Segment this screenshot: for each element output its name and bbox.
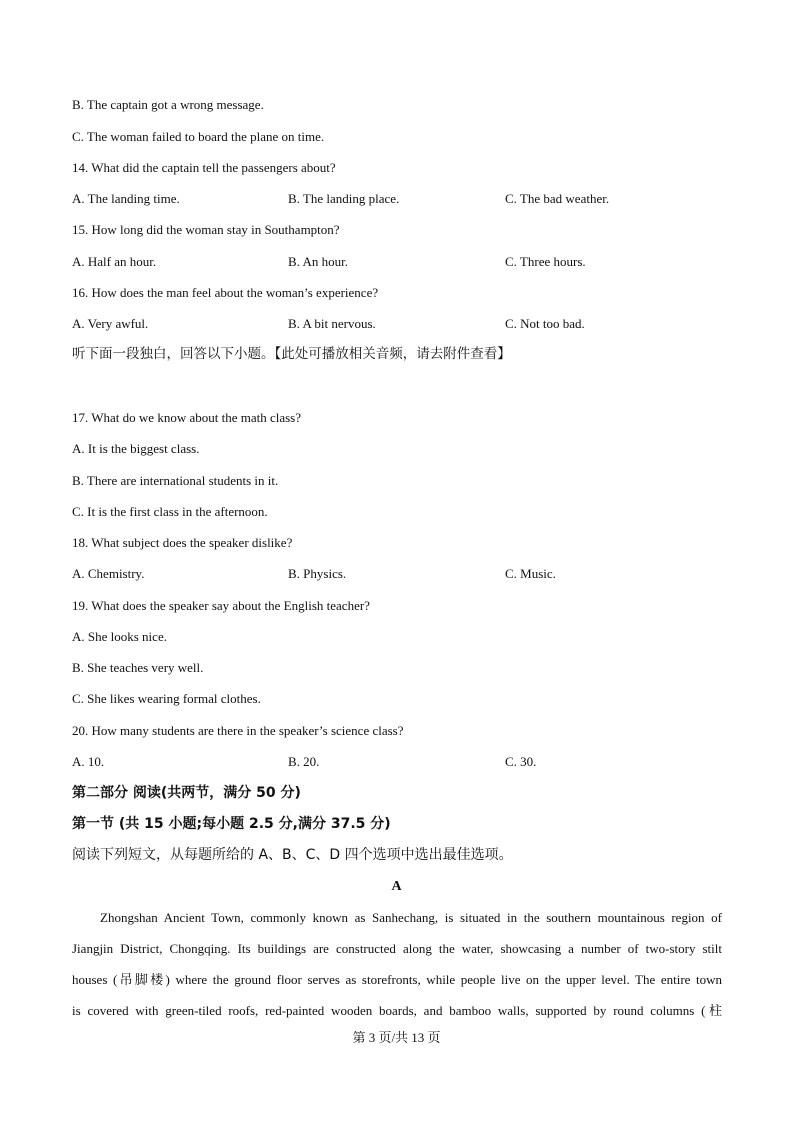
q15-question: 15. How long did the woman stay in Southampton? (72, 222, 340, 237)
q17-option-c: C. It is the first class in the afternoon. (72, 504, 268, 519)
section1-heading: 第一节 (共 15 小题;每小题 2.5 分,满分 37.5 分) (72, 816, 391, 832)
q17-option-a: A. It is the biggest class. (72, 441, 200, 456)
passage-line: Jiangjin District, Chongqing. Its buildings are constructed along the water, showcasing a number of two-story stilt (72, 941, 722, 956)
q19-option-a: A. She looks nice. (72, 629, 167, 644)
q17-question: 17. What do we know about the math class? (72, 410, 302, 425)
q16-question: 16. How does the man feel about the woman’s experience? (72, 285, 379, 300)
part2-heading: 第二部分 阅读(共两节，满分 50 分) (72, 785, 301, 801)
q16-option-c: C. Not too bad. (505, 316, 585, 331)
reading-instruction: 阅读下列短文，从每题所给的 A、B、C、D 四个选项中选出最佳选项。 (72, 847, 513, 863)
q19-option-c: C. She likes wearing formal clothes. (72, 691, 261, 706)
q14-question: 14. What did the captain tell the passengers about? (72, 160, 336, 175)
q18-option-c: C. Music. (505, 566, 556, 581)
q18-option-b: B. Physics. (288, 566, 347, 581)
q13-option-c: C. The woman failed to board the plane on time. (72, 129, 325, 144)
q20-option-b: B. 20. (288, 754, 320, 769)
q18-question: 18. What subject does the speaker dislike? (72, 535, 293, 550)
passage-line: Zhongshan Ancient Town, commonly known as Sanhechang, is situated in the southern mountainous region of (100, 910, 722, 925)
passage-label: A (391, 879, 402, 894)
q16-option-b: B. A bit nervous. (288, 316, 376, 331)
q14-option-a: A. The landing time. (72, 191, 180, 206)
q17-option-b: B. There are international students in it. (72, 473, 279, 488)
page-footer: 第 3 页/共 13 页 (352, 1030, 441, 1045)
q15-option-c: C. Three hours. (505, 254, 586, 269)
q18-option-a: A. Chemistry. (72, 566, 145, 581)
q13-option-b: B. The captain got a wrong message. (72, 97, 264, 112)
q20-question: 20. How many students are there in the speaker’s science class? (72, 723, 404, 738)
listening-instruction: 听下面一段独白，回答以下小题。【此处可播放相关音频，请去附件查看】 (72, 346, 511, 362)
q19-option-b: B. She teaches very well. (72, 660, 204, 675)
q20-option-a: A. 10. (72, 754, 105, 769)
q14-option-b: B. The landing place. (288, 191, 400, 206)
q19-question: 19. What does the speaker say about the English teacher? (72, 598, 370, 613)
q20-option-c: C. 30. (505, 754, 537, 769)
q14-option-c: C. The bad weather. (505, 191, 610, 206)
passage-line: houses (吊脚楼) where the ground floor serves as storefronts, while people live on the upper level. The entire town (72, 972, 722, 987)
q15-option-a: A. Half an hour. (72, 254, 157, 269)
passage-text (72, 902, 722, 1026)
q15-option-b: B. An hour. (288, 254, 348, 269)
q16-option-a: A. Very awful. (72, 316, 149, 331)
passage-line: is covered with green-tiled roofs, red-painted wooden boards, and bamboo walls, supported by round columns (柱 (72, 1003, 722, 1018)
